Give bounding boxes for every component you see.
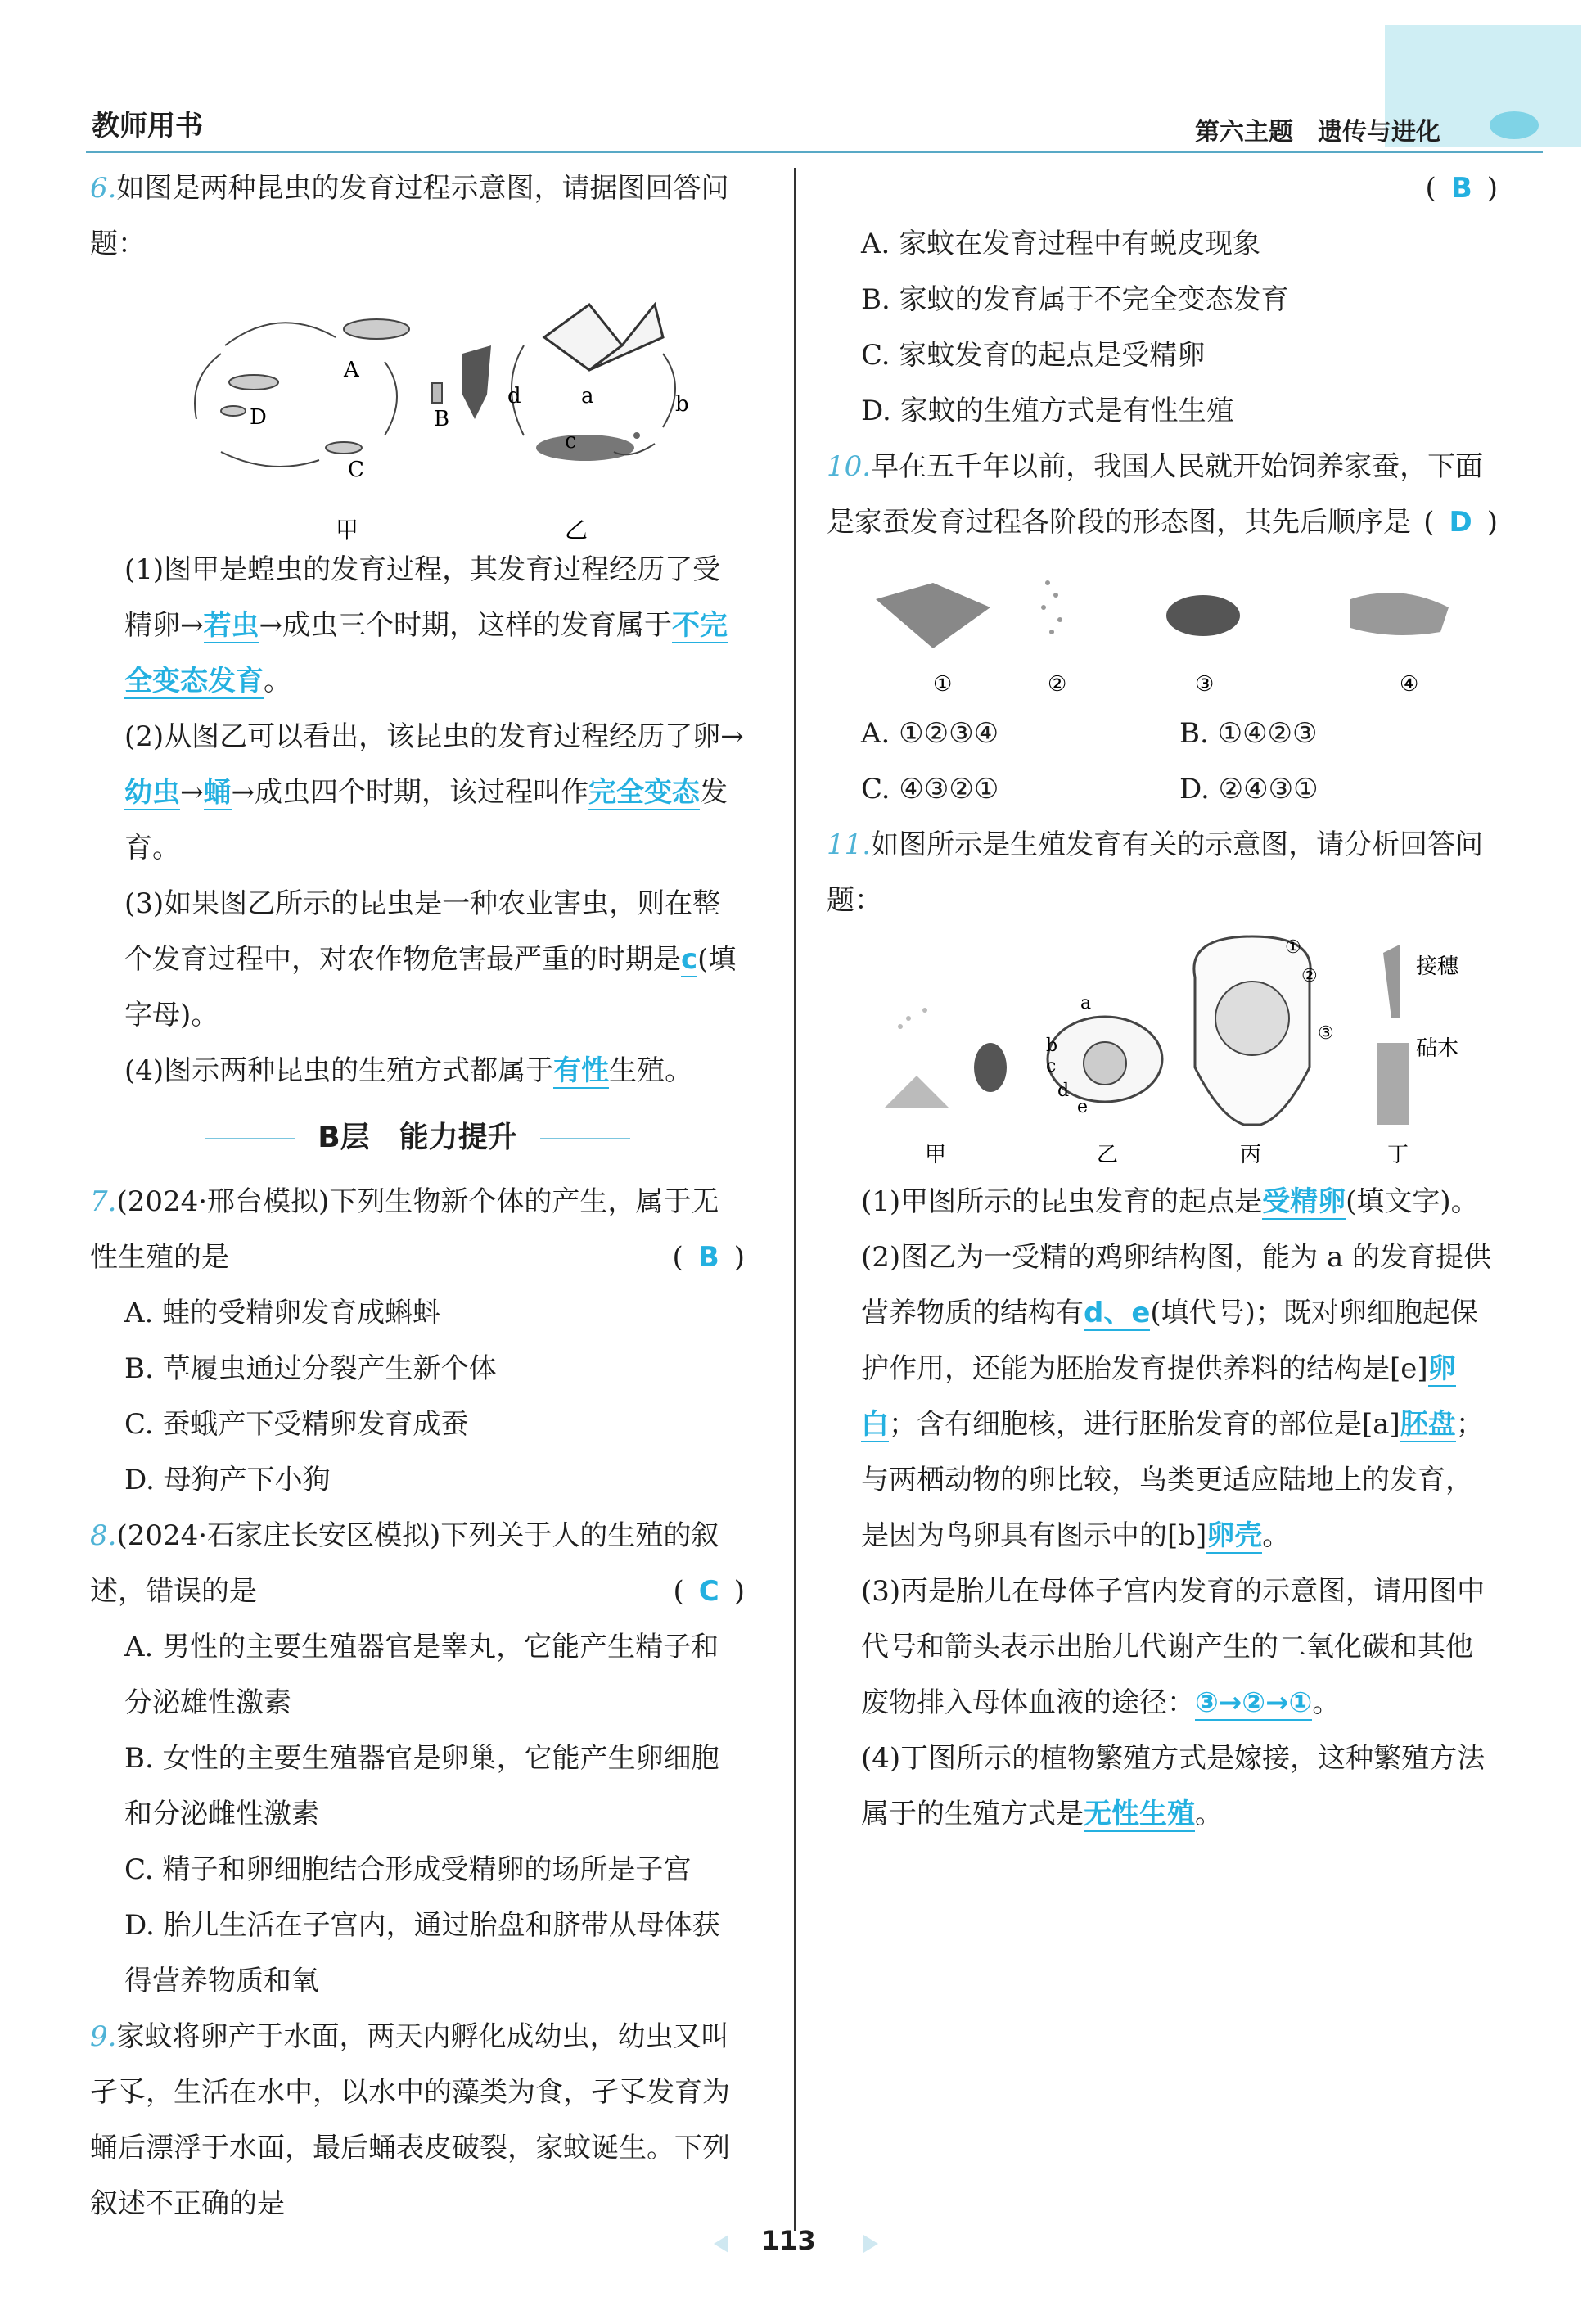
section-b-title: B层 能力提升 — [90, 1110, 745, 1166]
q6-stem: 6.如图是两种昆虫的发育过程示意图，请据图回答问题： — [90, 172, 729, 260]
uterus-label-2: ② — [1301, 966, 1318, 986]
fig-label-jia: 甲 — [925, 1143, 947, 1167]
q8-option-d: D. 胎儿生活在子宫内，通过胎盘和脐带从母体获得营养物质和氧 — [124, 1909, 720, 1997]
q9-option-a: A. 家蚊在发育过程中有蜕皮现象 — [861, 228, 1261, 260]
egg-label-e: e — [1077, 1097, 1089, 1117]
stage-label-2: ② — [1048, 672, 1067, 697]
uterus-label-1: ① — [1285, 937, 1301, 958]
egg-label-d: d — [1057, 1081, 1070, 1101]
q11-stem: 11.如图所示是生殖发育有关的示意图，请分析回答问题： — [827, 828, 1484, 917]
fig-label-yi: 乙 — [565, 517, 588, 542]
q6-figure — [90, 272, 745, 542]
q8-answer: ( C ) — [673, 1575, 745, 1608]
header-rule — [86, 151, 1543, 153]
q8-option-b: B. 女性的主要生殖器官是卵巢，它能产生卵细胞和分泌雌性激素 — [124, 1742, 719, 1830]
q9-option-c: C. 家蚊发育的起点是受精卵 — [861, 339, 1206, 372]
q9-answer-line — [827, 160, 1498, 216]
q10-option-c: C. ④③②① — [861, 773, 999, 806]
q9-answer: ( B ) — [1425, 172, 1498, 205]
egg-label-c: c — [1046, 1056, 1057, 1076]
q8-stem: 8.(2024·石家庄长安区模拟)下列关于人的生殖的叙述，错误的是 ( C ) — [90, 1508, 745, 1619]
q6-part4: (4)图示两种昆虫的生殖方式都属于有性生殖。 — [124, 1054, 693, 1087]
q7-answer: ( B ) — [672, 1241, 745, 1274]
fig-label-D: D — [250, 405, 267, 430]
left-column — [90, 160, 745, 2232]
reproduction-diagram — [827, 928, 1481, 1174]
moth-cycle — [884, 1008, 1007, 1108]
q9-option-b: B. 家蚊的发育属于不完全变态发育 — [861, 283, 1289, 316]
fig-label-d: d — [507, 384, 521, 408]
q10-figure — [827, 550, 1498, 706]
q11-figure — [827, 928, 1498, 1174]
right-column — [827, 160, 1498, 1842]
fig-label-A: A — [344, 358, 359, 382]
locust-cycle — [195, 319, 442, 467]
fig-label-jia: 甲 — [336, 517, 359, 542]
q10-option-a: A. ①②③④ — [861, 717, 999, 750]
q11-part2: (2)图乙为一受精的鸡卵结构图，能为 a 的发育提供营养物质的结构有d、e(填代号)；既对卵细胞起保护作用，还能为胚胎发育提供养料的结构是[e]卵白；含有细胞核，进行胚胎发育的部位是[a]胚盘；与两栖动物的卵比较，鸟类更适应陆地上的发育，是因为鸟卵具有图示中的[b]卵壳。 — [861, 1241, 1492, 1552]
q10-options — [827, 706, 1498, 817]
scion — [1383, 945, 1400, 1018]
label-zhenmu: 砧木 — [1416, 1036, 1459, 1061]
page-number: 113 — [761, 2225, 816, 2256]
stage-label-3: ③ — [1195, 672, 1215, 697]
q10-answer: ( D ) — [1423, 506, 1498, 539]
q7-option-a: A. 蛙的受精卵发育成蝌蚪 — [124, 1297, 441, 1329]
q9-stem: 9.家蚊将卵产于水面，两天内孵化成幼虫，幼虫又叫孑孓，生活在水中，以水中的藻类为食，孑孓发育为蛹后漂浮于水面，最后蛹表皮破裂，家蚊诞生。下列叙述不正确的是 — [90, 2020, 730, 2220]
fig-label-ding: 丁 — [1387, 1143, 1409, 1167]
eye-icon — [1490, 111, 1539, 139]
q7-stem: 7.(2024·邢台模拟)下列生物新个体的产生，属于无性生殖的是 ( B ) — [90, 1174, 745, 1285]
q10-option-d: D. ②④③① — [1179, 773, 1319, 806]
fig-label-a: a — [581, 384, 594, 408]
q8-option-a: A. 男性的主要生殖器官是睾丸，它能产生精子和分泌雄性激素 — [124, 1631, 719, 1719]
header-right: 第六主题 遗传与进化 — [1195, 118, 1440, 147]
label-jiesui: 接穗 — [1416, 954, 1459, 979]
rootstock — [1377, 1043, 1409, 1125]
egg-label-b: b — [1046, 1036, 1058, 1056]
next-page-triangle — [863, 2235, 878, 2253]
column-divider — [794, 168, 796, 2231]
q10-option-b: B. ①④②③ — [1179, 717, 1318, 750]
header-left: 教师用书 — [92, 110, 203, 142]
fig-label-c: c — [565, 429, 577, 454]
silkworm-stages-diagram — [827, 550, 1481, 706]
stage-label-1: ① — [933, 672, 953, 697]
q8-option-c: C. 精子和卵细胞结合形成受精卵的场所是子宫 — [124, 1853, 692, 1886]
q7-option-c: C. 蚕蛾产下受精卵发育成蚕 — [124, 1408, 469, 1441]
fig-label-C: C — [348, 458, 364, 482]
egg-label-a: a — [1080, 993, 1092, 1013]
prev-page-triangle — [714, 2235, 728, 2253]
insect-development-diagram — [90, 272, 745, 542]
q11-part3: (3)丙是胎儿在母体子宫内发育的示意图，请用图中代号和箭头表示出胎儿代谢产生的二氧化碳和其他废物排入母体血液的途径：③→②→①。 — [861, 1575, 1486, 1719]
stage-label-4: ④ — [1400, 672, 1419, 697]
q7-option-b: B. 草履虫通过分裂产生新个体 — [124, 1352, 497, 1385]
q11-part4: (4)丁图所示的植物繁殖方式是嫁接，这种繁殖方法属于的生殖方式是无性生殖。 — [861, 1742, 1486, 1830]
q10-stem: 10.早在五千年以前，我国人民就开始饲养家蚕，下面是家蚕发育过程各阶段的形态图，其先后顺序是 ( D ) — [827, 439, 1498, 550]
q6-part1: (1)图甲是蝗虫的发育过程，其发育过程经历了受精卵→若虫→成虫三个时期，这样的发育属于不完全变态发育。 — [124, 553, 728, 697]
uterus-label-3: ③ — [1318, 1023, 1334, 1044]
q11-part1: (1)甲图所示的昆虫发育的起点是受精卵(填文字)。 — [861, 1185, 1479, 1218]
q7-option-d: D. 母狗产下小狗 — [124, 1464, 331, 1496]
q9-option-d: D. 家蚊的生殖方式是有性生殖 — [861, 395, 1234, 427]
fig-label-b: b — [675, 392, 689, 417]
q6-part2: (2)从图乙可以看出，该昆虫的发育过程经历了卵→幼虫→蛹→成虫四个时期，该过程叫作完全变态发育。 — [124, 720, 744, 864]
fig-label-B: B — [434, 407, 450, 431]
q6-part3: (3)如果图乙所示的昆虫是一种农业害虫，则在整个发育过程中，对农作物危害最严重的时期是c(填字母)。 — [124, 887, 737, 1031]
fig-label-bing: 丙 — [1240, 1143, 1262, 1167]
fig-label-yi: 乙 — [1097, 1143, 1119, 1167]
